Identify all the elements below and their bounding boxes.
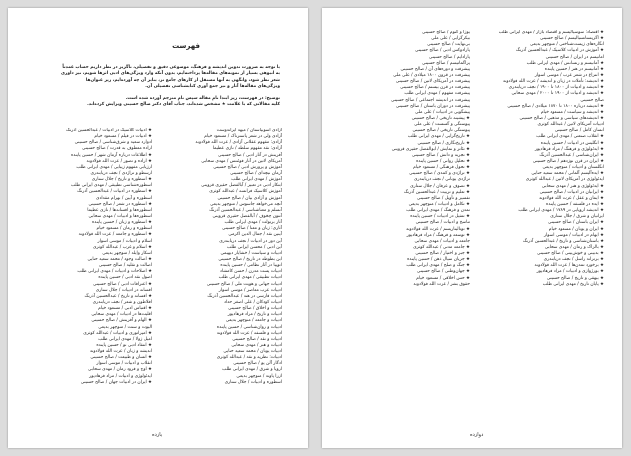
index-entry: اسطوره و آیین / بهرام مقدادی xyxy=(96,195,152,201)
index-entry: آزادی ولی در شعر پاسترناک / مسعود خیام xyxy=(204,134,282,140)
index-entry: ★ انقلاب صنعتی / مهدی ایرانی طلب xyxy=(536,134,604,140)
index-entry: ارزیابی مفهوم زیبایی / مهدی ایرانی طلب xyxy=(76,164,152,170)
index-entry: ★ ایده‌آلیسم آلمانی / محمد سعید حنایی xyxy=(531,171,604,177)
index-entry: ★ اندیشه درباره ۱۸۰۰ تا ۱۸۷۰ میلادی / صالح حسینی xyxy=(507,103,604,109)
index-column-left xyxy=(342,30,470,430)
index-entry: ★ اسطوره در شعر / صالح حسینی xyxy=(88,201,152,207)
index-entry: ادوارد سعید و شرق‌شناسی / صالح حسینی xyxy=(74,140,152,146)
index-entry: پیشرفت در اندیشه اجتماعی / صالح حسینی xyxy=(390,97,470,103)
index-column-right xyxy=(472,30,604,430)
index-entry: ★ بالزاک و رمان / مهدی سحابی xyxy=(544,244,604,250)
index-entry: یوزا و کنوم / صالح حسینی xyxy=(422,30,470,35)
index-entry: آزادی: نقد مقهوم سلطه / نازی عظیما xyxy=(212,146,282,152)
index-entry: ارسطو و تراژدی / نجف دریابندری xyxy=(90,170,152,176)
index-entry: ادبیات کودکان / علی اصغر حداد xyxy=(223,299,282,305)
index-entry: ★ ایران در قرن نوزدهم / صالح حسینی xyxy=(532,158,604,164)
index-entry: ادبیات و هنر / مهدی سحابی xyxy=(231,342,282,348)
index-entry: ادبیات تطبیقی / مهدی ایرانی طلب xyxy=(218,275,282,281)
index-entry: ★ تحول فرهنگی / مسعود خیام xyxy=(413,165,470,171)
index-entry: ادبیات پست مدرن / حسن کامشاد xyxy=(219,269,282,275)
index-entry: اصول نقد ادبی / حسین پاینده xyxy=(98,275,152,281)
index-entry: ★ تعلیم و تربیت / عبدالحسین آذرنگ xyxy=(403,189,470,195)
index-entry: انگاره‌های زیست‌شناختی / منوچهر بدیعی xyxy=(529,42,604,48)
index-entry: ادبیات و روان‌شناسی / حسین پاینده xyxy=(216,324,282,330)
index-entry: ★ ایده در فلسفه / حسین پاینده xyxy=(546,201,604,207)
index-title: فهرست xyxy=(172,42,200,50)
index-entry: ★ ایران باستان / صالح حسینی xyxy=(547,220,604,226)
index-entry: تفسیر و تأویل / صالح حسینی xyxy=(416,195,470,201)
index-entry: ★ تاریخ‌گرایی / مهدی ایرانی طلب xyxy=(407,134,470,140)
index-entry: آنچه می‌خواهد جاسوس / منوچهر بدیعی xyxy=(210,201,282,207)
index-entry: ★ باستان‌شناسی و تاریخ / عبدالحسین آذرنگ xyxy=(522,238,604,244)
index-entry: ★ ادبیات کلاسیک در ادبیات / عبدالحسین آذرنگ xyxy=(66,128,152,133)
index-entry: ★ اقتباس ادبی / مسعود خیام xyxy=(98,306,152,312)
index-entry: ادبیات فارسی در هند / عبدالحسین آذرنگ xyxy=(207,293,282,299)
index-entry: ★ برخورد تمدن‌ها / عزت الله فولادوند xyxy=(534,263,604,269)
index-entry: ادبیات و اخلاق / صالح حسینی xyxy=(228,306,282,312)
index-entry: ادبیات و نقد / صالح حسینی xyxy=(232,336,282,342)
index-entry: پیشرفت و دوره‌های آن / صالح حسینی xyxy=(400,66,470,72)
index-entry: ★ انگلیس در ادبیات / حسین پاینده xyxy=(540,140,604,146)
index-entry: تراژدی یونانی / نجف دریابندری xyxy=(413,177,470,183)
index-entry: ★ اندیشه‌های سیاسی و مذهبی / صالح حسینی xyxy=(519,115,604,121)
index-entry: بیکرگرایی / علی ملی xyxy=(431,36,470,42)
index-entry: ★ آمانیسم در هنر / حسین پاینده xyxy=(544,66,604,72)
index-entry: انسان کامل / صالح حسینی xyxy=(554,128,604,134)
index-entry: ازرا پاوند / منوچهر بدیعی xyxy=(236,373,282,379)
index-entry: ★ انتقاد ادبی نو / حسین پاینده xyxy=(96,342,152,348)
index-entry: آمریکای لاتین در آثار فوئنتس / مهدی سحابی xyxy=(201,158,282,164)
index-entry: آنتون چخوف / آبالفضل حقیری قزوینی xyxy=(212,213,282,219)
index-entry: ★ حس اخلاقی / مسعود خیام xyxy=(416,275,470,281)
index-entry: صالح حسینی xyxy=(580,97,604,103)
index-entry: آزادی: مقهوم عقلانی آزادی / عزت الله فولادوند xyxy=(195,140,282,146)
index-entry: آنسلم و معناشناسی / عبدالحسین آذرنگ xyxy=(209,207,282,213)
index-entry: ★ بدبینی و خوش‌بینی / صالح حسینی xyxy=(536,251,604,257)
index-entry: اسطوره‌ها و ادبیات / مهدی سحابی xyxy=(88,213,152,219)
intro-paragraph xyxy=(30,65,280,91)
index-entry: ★ انتزاع در شعر عرب / موسی اسوار xyxy=(534,72,604,78)
index-entry: ادبیات یونان / محمد سعید حنایی xyxy=(223,349,282,355)
index-entry: ★ اصلاحات و ادبیات / مهدی ایرانی طلب xyxy=(77,269,152,275)
index-entry: ★ اراده و تصور / عزت الله فولادوند xyxy=(86,158,152,164)
index-entry: آزادی آسوبیاستان / میهد ایراندوست xyxy=(216,128,282,133)
index-entry: ★ انسان و طبیعت / صالح حسینی xyxy=(90,355,152,361)
index-entry: ★ اندیشه: تأملات در زبان و اندیشه / عزت الله فولادوند xyxy=(502,79,604,85)
index-entry: ★ تکامل و ادبیات / منوچهر بدیعی xyxy=(408,201,470,207)
page-number: یازده xyxy=(152,432,163,438)
index-entry: ★ اگزیستانسیالیسم / صالح حسینی xyxy=(539,36,604,42)
index-entry: افسانه در ادبیات / جلال ستاری xyxy=(95,287,152,293)
index-entry: ★ جنگ و صلح / مهدی ایرانی طلب xyxy=(406,263,470,269)
index-entry: پارادایم / صالح حسینی xyxy=(428,54,470,60)
index-entry: اسطوره و ادبیات / جلال ستاری xyxy=(224,379,282,385)
index-entry: آین ادبی / محسن ایرانی طلب xyxy=(227,244,282,250)
index-entry: اندیشه و زبان / عزت الله فولادوند xyxy=(89,349,152,355)
index-entry: ★ اندیشه و ادبیات از ۱۹۰۰ تا ۲۰۰۰ / مهدی سحابی xyxy=(511,91,604,97)
index-entry: ایرانیان و شرق / جلال ستاری xyxy=(550,214,604,220)
index-entry: پیشرفت در قرن بیستم / صالح حسینی xyxy=(400,85,470,91)
index-entry: ★ تمثیل در ادبیات / حسین پاینده xyxy=(410,214,470,220)
index-entry: ادبیات و جامعه / منوچهر بدیعی xyxy=(225,318,282,324)
index-entry: آثار برتولت / مهدی ایرانی طلب xyxy=(224,220,282,226)
index-entry: ★ ایدئولوژی و هنر / مهدی سحابی xyxy=(541,183,604,189)
index-entry: ★ جامعه مدنی / عبدالله کوثری xyxy=(413,244,470,250)
index-entry: ★ تحلیل روانی / حسین پاینده xyxy=(416,158,470,164)
intro-line: ویژگی‌های مقاله‌ها آثار و نیز جمع آوری کتابشناسی تفصیلی آن. xyxy=(145,84,280,90)
index-entry: ★ ایمان و عقل / عزت الله فولادوند xyxy=(538,195,604,201)
intro-note-line: کلیه مقالاتی که با علامت ★ مشخص شده‌اند، جناب آقای دکتر صالح حسینی ویرایش کرده‌اند. xyxy=(87,102,280,108)
page-number: دوازده xyxy=(470,432,484,438)
index-entry: ★ اندیشه و ادبیات از ۱۸۰۰ تا ۱۹۰۰ / نجف دریابندری xyxy=(508,85,604,91)
index-entry: امیل زولا / مهدی ایرانی طلب xyxy=(98,336,152,342)
index-entry: ★ اعترافات ادبی / صالح حسینی xyxy=(92,281,152,287)
index-entry: ادبیات عرب معاصر / موسی اسوار xyxy=(218,287,282,293)
index-entry: ★ جهان‌وطنی / صالح حسینی xyxy=(416,269,470,275)
index-entry: آرمان نیچه‌ای / صالح حسینی xyxy=(230,170,282,176)
index-entry: پیوستگی و گسست / علی ملی xyxy=(414,122,470,128)
index-entry: اقلیت‌ها در ادبیات / مهدی سحابی xyxy=(91,312,152,318)
index-entry: ★ الهام و آفرینش / صالح حسینی xyxy=(91,318,152,324)
index-entry: انگلستان و ادبیات / منوچهر بدیعی xyxy=(542,165,604,171)
index-entry: افلاطون و شعر / نجف دریابندری xyxy=(92,299,152,305)
intro-note xyxy=(30,96,280,109)
index-entry: ادگار آلن پو / صالح حسینی xyxy=(233,361,282,367)
index-entry: ★ جبر و اختیار / صالح حسینی xyxy=(415,251,470,257)
index-entry: ★ آموزش در ادبیات کلاسیک / عبدالحسین آذرنگ xyxy=(515,48,604,54)
index-entry: آینین نقد / جمال الدین اکرمی xyxy=(228,232,282,238)
index-entry: ★ پیشینه تاریخی / صالح حسینی xyxy=(411,115,470,121)
index-entry: اسلام و ادبیات / موسی اسوار xyxy=(97,238,152,244)
index-entry: ★ اطلاعات درباره آرمان شهر / حسین پاینده xyxy=(70,152,152,158)
index-entry: ادبیات و سیاست / خشایار دیهیمی xyxy=(220,250,282,256)
index-entry: آفرینش در آثار ادبی / صالح حسینی xyxy=(218,152,282,158)
index-entry: اصالت و تقلید / صالح حسینی xyxy=(98,263,152,269)
index-entry: الیوت و سنت / منوچهر بدیعی xyxy=(98,324,152,330)
index-entry: جامعه و ادبیات / مهدی سحابی xyxy=(414,238,470,244)
index-entry: ★ اسطوره و جامعه / عزت الله فولادوند xyxy=(78,232,152,238)
index-entry: ★ اندیشه اروپایی در ۱۷۸۹ / مهدی ایرانی طلب xyxy=(518,208,604,214)
index-column-left xyxy=(30,128,152,428)
intro-note-line: توضیح: در فهرست، زیر ابتدا نام مقاله سپس نام مترجم آورده شده است. xyxy=(125,96,280,101)
index-entry: اسکار وایلد / منوچهر بدیعی xyxy=(102,250,152,256)
index-entry: پارادوکس ادبی / صالح حسینی xyxy=(415,48,470,54)
index-entry: حقوق بشر / عزت الله فولادوند xyxy=(413,281,470,287)
index-entry: آموزش و پرورش ادبی / صالح حسینی xyxy=(213,164,282,170)
index-entry: ★ اسلام و غرب / عبدالله کوثری xyxy=(92,244,152,250)
index-entry: ★ ایدئولوژی و فرهنگ / مراد فرهادپور xyxy=(534,146,604,152)
index-entry: ★ توسعه و فرهنگ / مراد فرهادپور xyxy=(406,232,470,238)
index-entry: پیشگویی در ادبیات / علی ملی xyxy=(415,109,470,115)
index-entry: پیشرفت مفهوم / مهدی ایرانی طلب xyxy=(404,91,470,97)
index-entry: ★ اوج و فرود رمان / مهدی سحابی xyxy=(88,367,152,373)
index-entry: ★ تئاتر و نمایش / ابوالفضل حقیری قزوینی xyxy=(391,146,470,152)
index-entry: ادبیات جهانی و هویت ملی / صالح حسینی xyxy=(206,281,282,287)
index-entry: ★ افسانه و تاریخ / عبدالحسین آذرنگ xyxy=(84,293,152,299)
index-entry: پیشرفت در دوران باستان / صالح حسینی xyxy=(395,103,470,109)
index-entry: ★ بیهقی و تاریخ / صالح حسینی xyxy=(546,275,604,281)
index-entry: ابتکار ادبی در تعبیر / آبالفضل حقیری قزوینی xyxy=(201,183,282,189)
left-page xyxy=(8,8,308,448)
index-entry: ★ پایان تاریخ / مهدی ایرانی طلب xyxy=(542,281,604,287)
index-entry: ★ ادبیات در فیلم / مسعود خیام xyxy=(94,134,152,140)
index-entry: ابن بطوطه در تاریخ / صالح حسینی xyxy=(218,256,282,262)
index-entry: اتوپیا در آثار نظامی / حسین پاینده xyxy=(220,263,282,269)
intro-line: با توجه به ضرورت تدوین اندیشه و فرهنگ، موضوعی دقیق و تفصیلی، ناگزیر در نظر داریم حساب عمدتاً xyxy=(62,65,280,70)
index-entry: انقلاب و ادبیات / موسی اسوار xyxy=(96,361,152,367)
index-entry: ★ توتالیتاریسم / عزت الله فولادوند xyxy=(406,226,470,232)
index-entry: آموزش و آزادی بیان / صالح حسینی xyxy=(217,195,282,201)
index-entry: ★ ایران در ادبیات جهان / صالح حسینی xyxy=(80,379,152,385)
index-entry: تناسخ و ادبیات / صالح حسینی xyxy=(415,220,470,226)
index-entry: ادبیات آمریکای لاتین / عبدالله کوثری xyxy=(537,122,604,128)
index-entry: ★ اسطوره و تاریخ / جلال ستاری xyxy=(91,177,152,183)
index-entry: ★ تاریخ‌نگاری / صالح حسینی xyxy=(417,140,470,146)
right-page xyxy=(322,8,622,448)
index-entry: پیشرفت در آمریکای لاتین / صالح حسینی xyxy=(395,79,470,85)
index-entry: آموزش کلاسیک فرانسه / عبدالله کوثری xyxy=(209,189,282,195)
index-entry: ادبیات: نظریه و نقد / عبدالله کوثری xyxy=(216,355,282,361)
index-entry: ★ اندیشه و سیاست / مسعود خیام xyxy=(540,109,604,115)
index-entry: ★ تصوف و عرفان / جلال ستاری xyxy=(410,183,470,189)
index-entry: اسطوره‌شناسی تطبیقی / مهدی ایرانی طلب xyxy=(70,183,152,189)
index-entry: ★ اصالت وجود / محمد سعید حنایی xyxy=(87,256,152,262)
index-entry: ★ جریان سیال ذهن / حسین پاینده xyxy=(407,257,470,263)
index-entry: ★ برتراند راسل / نجف دریابندری xyxy=(543,257,604,263)
index-entry: ادبیات و تاریخ / مراد فرهادپور xyxy=(227,312,282,318)
index-entry: ★ امپراتوری و ادبیات / عبدالله کوثری xyxy=(83,330,152,336)
index-entry: اروپا و شرق / مهدی ایرانی طلب xyxy=(222,367,282,373)
index-entry: ★ آمانیسم و رنسانس / مهدی ایرانی طلب xyxy=(526,60,604,66)
index-entry: ایدئولوژی و ادبیات / مراد فرهادپور xyxy=(89,373,152,379)
index-entry: بی‌نهایت / صالح حسینی xyxy=(427,42,470,48)
index-entry: پیوستگی تاریخی / صالح حسینی xyxy=(412,128,470,134)
index-entry: ★ تجربه و دانش / صالح حسینی xyxy=(411,152,470,158)
index-entry: ★ اسطوره در ادبیات / عبدالحسین آذرنگ xyxy=(77,189,152,195)
index-entry: تمدن و فرهنگ / مهدی ایرانی طلب xyxy=(406,208,470,214)
index-entry: آین دور در ادبیات / نجف دریابندری xyxy=(219,238,282,244)
index-entry: ★ ایران‌شناسی / عبدالحسین آذرنگ xyxy=(539,152,604,158)
index-entry: اراده معطوف به قدرت / صالح حسینی xyxy=(82,146,152,152)
index-entry: ★ اقتصاد: سوسیالیسم و اقتصاد بازار / مهدی ایرانی طلب xyxy=(498,30,604,35)
index-entry: ★ اسطوره و زبان / حسین پاینده xyxy=(91,220,152,226)
index-entry: ★ تراژدی و کمدی / صالح حسینی xyxy=(409,171,470,177)
index-entry: ادبیات و فلسفه / عزت الله فولادوند xyxy=(216,330,282,336)
index-entry: ★ بورژوازی و ادبیات / مراد فرهادپور xyxy=(536,269,604,275)
intro-line: به انبوهی بسیار از نمونه‌های مقاله‌ها پرداخته‌ایم، بدون آنکه وارد ویژگی‌های ادبی اثرها شویم، نیز داوری xyxy=(60,71,280,77)
index-entry: ★ ایران و یونان / مسعود خیام xyxy=(548,226,604,232)
index-entry: ★ ایرانیان در ادبیات / صالح حسینی xyxy=(539,189,604,195)
index-entry: آثاری: زبان و معنا / صالح حسینی xyxy=(221,226,282,232)
index-column-right xyxy=(154,128,282,428)
intro-line: شعر نظر شود، وانگهی به آنها مستقل از کارهای جامع تر، بنابر آن چه آورده‌ایم، زیر عنوان‌ها xyxy=(85,77,280,83)
index-entry: اسطوره‌ها و افسانه‌ها / نازی عظیما xyxy=(87,207,152,213)
index-entry: امانیسم در ایران / صالح حسینی xyxy=(545,54,604,60)
index-entry: پیشرفت در قرون ۱۸۰۰ میلادی / علی ملی xyxy=(393,72,470,78)
index-entry: ★ ایهام در ادبیات / موسی اسوار xyxy=(543,232,604,238)
index-entry: اسطوره و رمان / مسعود خیام xyxy=(96,226,152,232)
index-entry: ایدئولوژی در آمریکای لاتین / عبدالله کوثری xyxy=(525,177,604,183)
index-entry: پراگماتیسم / صالح حسینی xyxy=(421,60,470,66)
index-entry: آموزش / مهدی ایرانی طلب xyxy=(231,177,282,183)
